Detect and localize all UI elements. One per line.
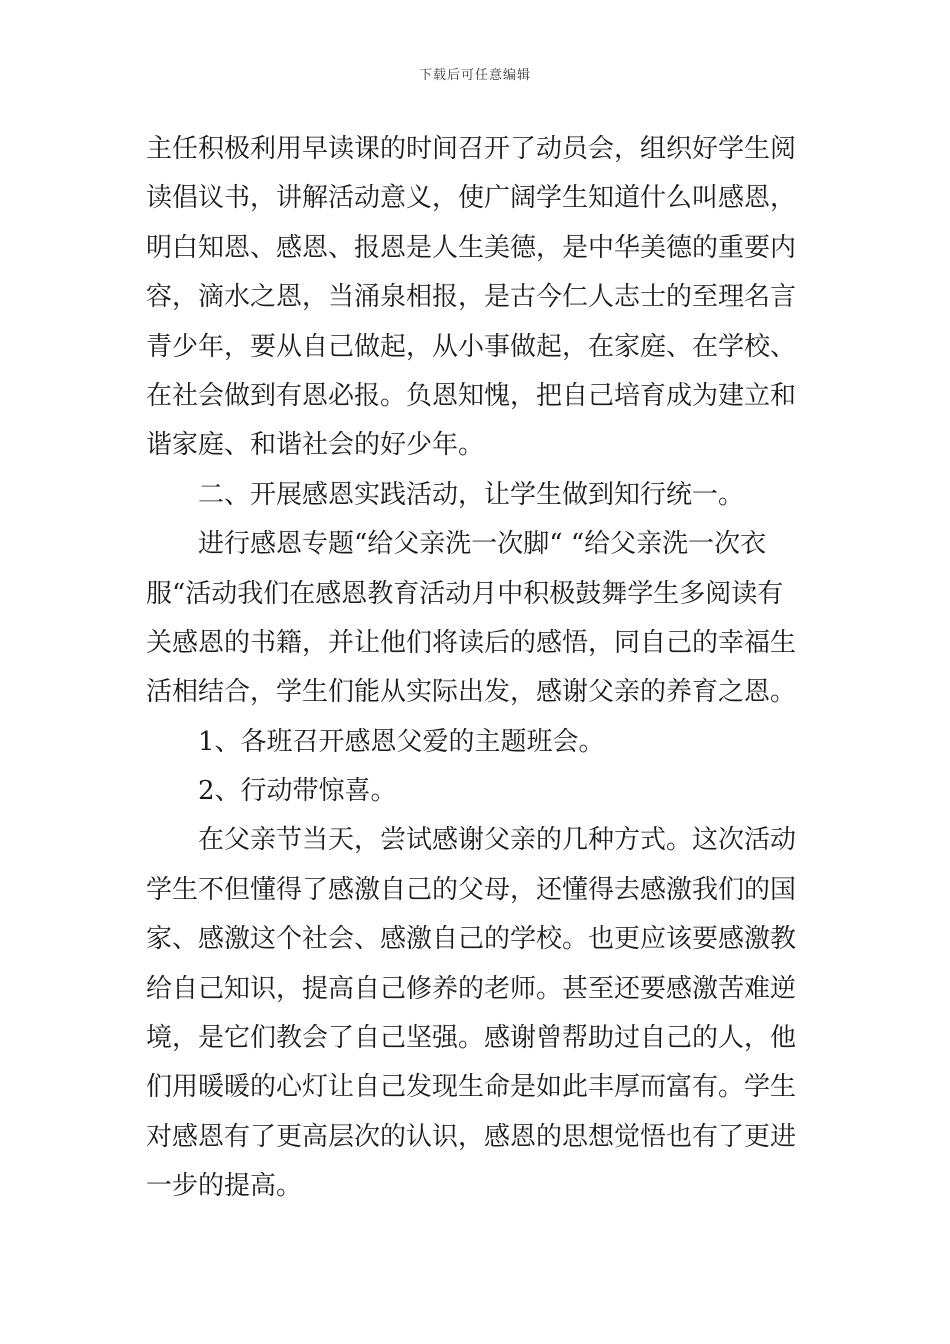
text-line: 一步的提高。 [146,1171,303,1202]
text-line: 谐家庭、和谐社会的好少年。 [146,430,485,461]
text-line: 对感恩有了更高层次的认识，感恩的思想觉悟也有了更进 [146,1121,797,1152]
text-line: 二、开展感恩实践活动，让学生做到知行统一。 [198,479,745,510]
text-line: 在父亲节当天，尝试感谢父亲的几种方式。这次活动 [198,825,797,856]
text-line: 青少年，要从自己做起，从小事做起，在家庭、在学校、 [146,331,797,362]
text-line: 学生不但懂得了感激自己的父母，还懂得去感激我们的国 [146,874,797,905]
document-body [146,125,811,1212]
text-line: 读倡议书，讲解活动意义，使广阔学生知道什么叫感恩， [146,183,797,214]
text-line: 关感恩的书籍，并让他们将读后的感悟，同自己的幸福生 [146,627,797,658]
text-line: 服“活动我们在感恩教育活动月中积极鼓舞学生多阅读有 [146,578,784,609]
text-line: 明白知恩、感恩、报恩是人生美德，是中华美德的重要内 [146,232,797,263]
page-header: 下载后可任意编辑 [418,68,531,83]
text-line: 们用暖暖的心灯让自己发现生命是如此丰厚而富有。学生 [146,1072,797,1103]
text-line: 家、感激这个社会、感激自己的学校。也更应该要感激教 [146,924,797,955]
text-line: 在社会做到有恩必报。负恩知愧，把自己培育成为建立和 [146,380,797,411]
text-line: 进行感恩专题“给父亲洗一次脚“ “给父亲洗一次衣 [198,529,767,560]
text-line: 1、各班召开感恩父爱的主题班会。 [198,726,605,757]
text-line: 活相结合，学生们能从实际出发，感谢父亲的养育之恩。 [146,677,797,708]
text-line: 主任积极利用早读课的时间召开了动员会，组织好学生阅 [146,134,797,164]
text-line: 给自己知识，提高自己修养的老师。甚至还要感激苦难逆 [146,973,797,1004]
text-line: 容，滴水之恩，当涌泉相报，是古今仁人志士的至理名言 [146,282,797,313]
text-line: 境，是它们教会了自己坚强。感谢曾帮助过自己的人，他 [146,1023,797,1054]
text-line: 2、行动带惊喜。 [198,776,397,807]
